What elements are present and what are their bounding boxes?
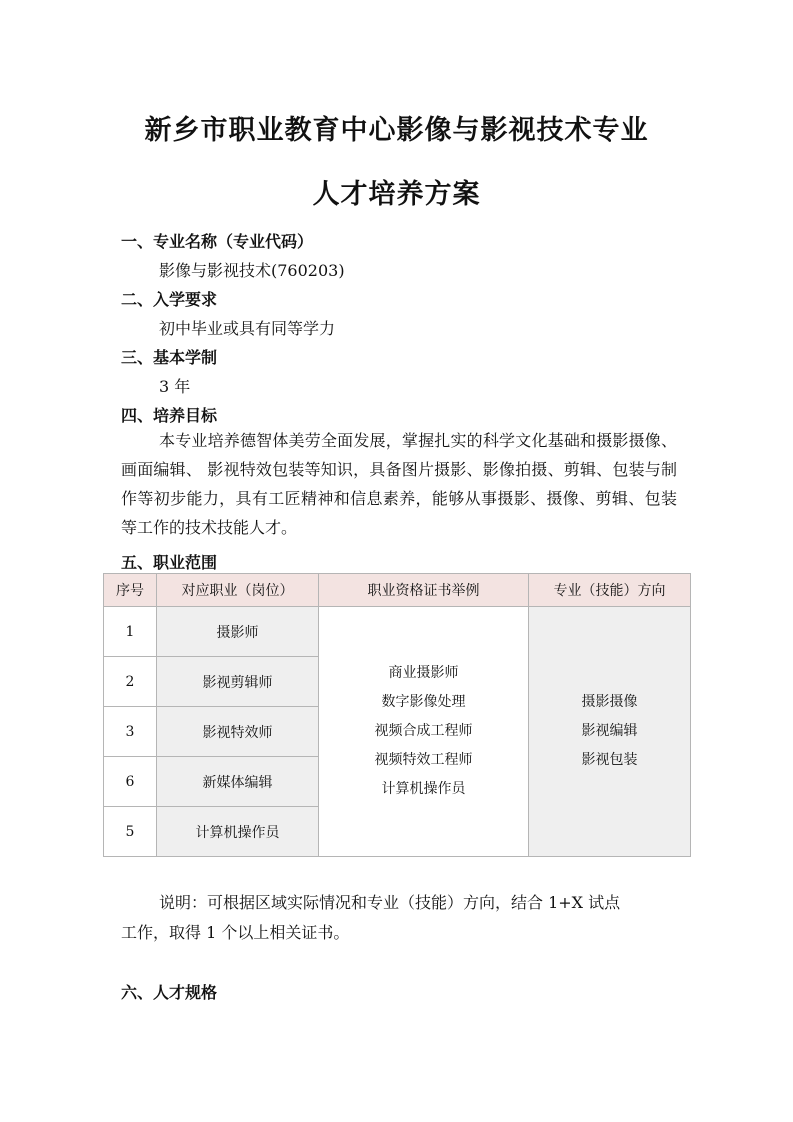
section-heading-talent-spec: 六、人才规格 (121, 983, 218, 1002)
note-line-1: 说明：可根据区域实际情况和专业（技能）方向，结合 1+X 试点 (159, 893, 621, 912)
section-heading-career-scope: 五、职业范围 (121, 553, 218, 572)
header-number: 序号 (104, 574, 157, 607)
row-number: 2 (104, 657, 157, 707)
table-header-row (104, 574, 691, 607)
certificate-item: 商业摄影师 (388, 665, 459, 681)
certificate-item: 视频特效工程师 (374, 752, 473, 768)
row-job: 计算机操作员 (157, 807, 319, 857)
duration-text: 3 年 (159, 377, 191, 396)
header-direction: 专业（技能）方向 (529, 574, 691, 607)
table-row (104, 607, 691, 657)
row-number: 6 (104, 757, 157, 807)
row-job: 新媒体编辑 (157, 757, 319, 807)
objectives-paragraph: 本专业培养德智体美劳全面发展，掌握扎实的科学文化基础和摄影摄像、画面编辑、 影视特效包装等知识，具备图片摄影、影像拍摄、剪辑、包装与制作等初步能力，具有工匠精神和信息素养，能够从事摄影、摄像、剪辑、包装等工作的技术技能人才。 (121, 431, 677, 537)
direction-item: 摄影摄像 (581, 694, 638, 710)
row-job: 影视特效师 (157, 707, 319, 757)
career-scope-table (103, 573, 691, 857)
document-title-line-2: 人才培养方案 (312, 179, 481, 210)
certificate-item: 数字影像处理 (381, 694, 466, 710)
row-job: 影视剪辑师 (157, 657, 319, 707)
section-heading-major-name: 一、专业名称（专业代码） (121, 232, 314, 251)
row-number: 1 (104, 607, 157, 657)
direction-item: 影视包装 (581, 752, 638, 768)
certificate-item: 计算机操作员 (381, 781, 466, 797)
row-number: 3 (104, 707, 157, 757)
header-job: 对应职业（岗位） (157, 574, 319, 607)
section-heading-admission: 二、入学要求 (121, 290, 218, 309)
major-name-text: 影像与影视技术(760203) (159, 261, 345, 280)
document-title-line-1: 新乡市职业教育中心影像与影视技术专业 (144, 115, 649, 146)
certificate-item: 视频合成工程师 (374, 723, 473, 739)
admission-text: 初中毕业或具有同等学力 (159, 319, 336, 338)
direction-item: 影视编辑 (581, 723, 638, 739)
section-heading-objectives: 四、培养目标 (121, 406, 218, 425)
row-job: 摄影师 (157, 607, 319, 657)
certificates-cell (319, 607, 529, 857)
note-line-2: 工作，取得 1 个以上相关证书。 (121, 923, 350, 942)
row-number: 5 (104, 807, 157, 857)
header-certificate: 职业资格证书举例 (319, 574, 529, 607)
section-heading-duration: 三、基本学制 (121, 348, 218, 367)
directions-cell (529, 607, 691, 857)
